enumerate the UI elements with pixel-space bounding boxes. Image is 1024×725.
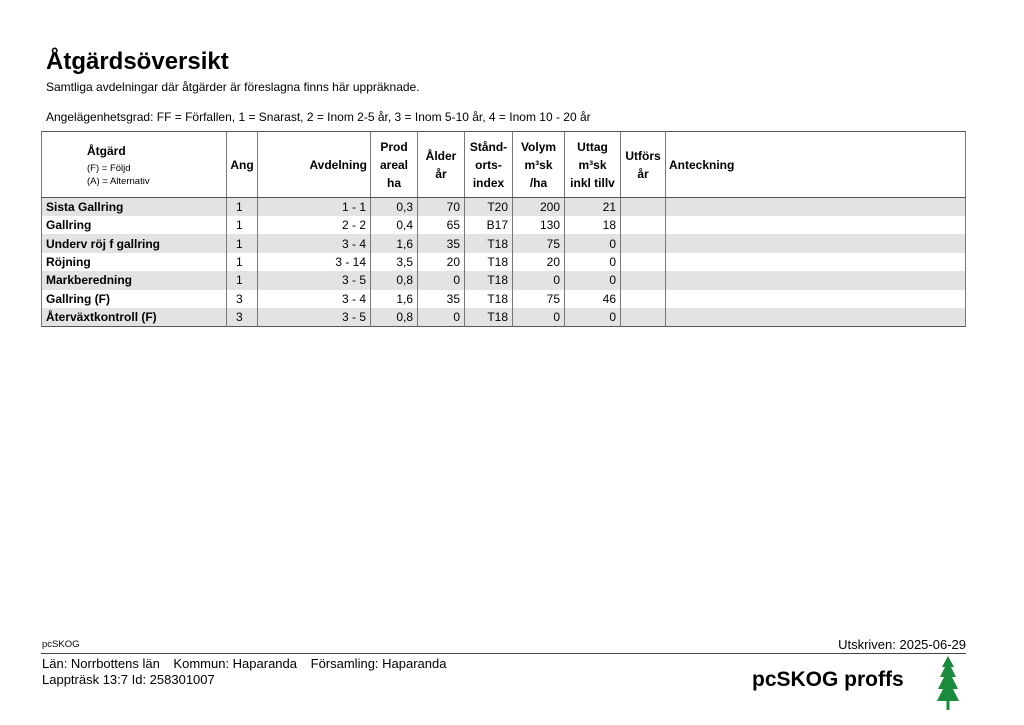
cell-uttag: 21 [565, 198, 621, 217]
cell-alder: 35 [418, 234, 465, 252]
table-row [42, 234, 966, 252]
cell-volym: 75 [513, 234, 565, 252]
header-alder-line1: Ålder [425, 148, 457, 163]
cell-alder: 70 [418, 198, 465, 217]
table-row [42, 308, 966, 327]
header-stand-line2: orts- [475, 157, 502, 172]
header-alder [418, 132, 465, 198]
table-header-row [42, 132, 966, 198]
cell-utfors [621, 198, 666, 217]
footer-printed-date: Utskriven: 2025-06-29 [838, 637, 966, 652]
header-stand-line1: Stånd- [469, 139, 508, 154]
footer-kommun: Kommun: Haparanda [173, 656, 297, 671]
priority-legend: Angelägenhetsgrad: FF = Förfallen, 1 = Snarast, 2 = Inom 2-5 år, 3 = Inom 5-10 år, 4 = Inom 10 - 20 år [46, 110, 591, 124]
header-volym-line1: Volym [520, 139, 557, 154]
header-atgard-note-alternative: (A) = Alternativ [87, 175, 150, 187]
cell-atgard: Gallring (F) [42, 290, 227, 308]
cell-avdelning: 2 - 2 [258, 216, 371, 234]
header-volym-line3: /ha [529, 175, 548, 190]
cell-ang: 1 [227, 253, 258, 271]
cell-alder: 0 [418, 271, 465, 289]
page-title: Åtgärdsöversikt [46, 48, 229, 75]
cell-standortsindex: T18 [465, 271, 513, 289]
header-uttag [565, 132, 621, 198]
cell-areal: 3,5 [371, 253, 418, 271]
cell-standortsindex: T18 [465, 253, 513, 271]
cell-alder: 35 [418, 290, 465, 308]
header-prod-areal [371, 132, 418, 198]
cell-atgard: Markberedning [42, 271, 227, 289]
cell-uttag: 46 [565, 290, 621, 308]
cell-avdelning: 1 - 1 [258, 198, 371, 217]
cell-ang: 1 [227, 216, 258, 234]
cell-anteckning [666, 198, 966, 217]
header-uttag-line1: Uttag [577, 139, 608, 154]
cell-avdelning: 3 - 4 [258, 234, 371, 252]
header-utfors-line2: år [637, 166, 649, 181]
cell-uttag: 0 [565, 271, 621, 289]
cell-volym: 0 [513, 271, 565, 289]
header-ang: Ang [227, 132, 258, 198]
cell-atgard: Underv röj f gallring [42, 234, 227, 252]
cell-standortsindex: T18 [465, 234, 513, 252]
header-anteckning: Anteckning [666, 132, 966, 198]
cell-ang: 3 [227, 308, 258, 327]
header-stand-line3: index [472, 175, 505, 190]
table-row [42, 271, 966, 289]
footer-forsamling: Församling: Haparanda [310, 656, 447, 671]
cell-volym: 0 [513, 308, 565, 327]
actions-table [41, 131, 966, 327]
brand-name: pcSKOG proffs [752, 668, 904, 691]
cell-utfors [621, 234, 666, 252]
header-utfors [621, 132, 666, 198]
cell-anteckning [666, 271, 966, 289]
footer-divider [41, 653, 966, 654]
cell-anteckning [666, 308, 966, 327]
footer-property: Lappträsk 13:7 Id: 258301007 [42, 672, 215, 687]
cell-uttag: 0 [565, 253, 621, 271]
footer-app-name: pcSKOG [42, 639, 80, 650]
header-prod-line3: ha [386, 175, 401, 190]
header-uttag-line2: m³sk [578, 157, 607, 172]
cell-standortsindex: T20 [465, 198, 513, 217]
cell-volym: 130 [513, 216, 565, 234]
cell-areal: 0,3 [371, 198, 418, 217]
cell-areal: 1,6 [371, 234, 418, 252]
cell-areal: 0,8 [371, 271, 418, 289]
header-standortsindex [465, 132, 513, 198]
cell-anteckning [666, 253, 966, 271]
header-utfors-line1: Utförs [625, 148, 661, 163]
cell-uttag: 18 [565, 216, 621, 234]
header-volym-line2: m³sk [524, 157, 553, 172]
cell-ang: 1 [227, 271, 258, 289]
cell-areal: 0,4 [371, 216, 418, 234]
cell-volym: 200 [513, 198, 565, 217]
header-alder-line2: år [435, 166, 447, 181]
cell-avdelning: 3 - 4 [258, 290, 371, 308]
cell-standortsindex: B17 [465, 216, 513, 234]
cell-atgard: Sista Gallring [42, 198, 227, 217]
cell-atgard: Röjning [42, 253, 227, 271]
cell-standortsindex: T18 [465, 308, 513, 327]
cell-utfors [621, 253, 666, 271]
table-row [42, 290, 966, 308]
table-body [42, 198, 966, 327]
cell-utfors [621, 271, 666, 289]
header-prod-line2: areal [379, 157, 409, 172]
cell-areal: 1,6 [371, 290, 418, 308]
cell-volym: 20 [513, 253, 565, 271]
page-subtitle: Samtliga avdelningar där åtgärder är föreslagna finns här uppräknade. [46, 80, 420, 94]
table-row [42, 216, 966, 234]
footer-location [42, 656, 456, 671]
cell-anteckning [666, 216, 966, 234]
cell-anteckning [666, 234, 966, 252]
cell-areal: 0,8 [371, 308, 418, 327]
cell-alder: 65 [418, 216, 465, 234]
cell-alder: 0 [418, 308, 465, 327]
cell-ang: 3 [227, 290, 258, 308]
cell-utfors [621, 216, 666, 234]
cell-utfors [621, 308, 666, 327]
cell-avdelning: 3 - 5 [258, 271, 371, 289]
cell-atgard: Återväxtkontroll (F) [42, 308, 227, 327]
header-atgard [42, 132, 227, 198]
table-row [42, 198, 966, 217]
cell-alder: 20 [418, 253, 465, 271]
cell-ang: 1 [227, 198, 258, 217]
cell-ang: 1 [227, 234, 258, 252]
cell-uttag: 0 [565, 234, 621, 252]
tree-icon [936, 656, 960, 710]
header-atgard-label: Åtgärd [87, 143, 126, 158]
footer-lan: Län: Norrbottens län [42, 656, 160, 671]
header-uttag-line3: inkl tillv [570, 175, 615, 190]
cell-avdelning: 3 - 5 [258, 308, 371, 327]
cell-atgard: Gallring [42, 216, 227, 234]
header-atgard-note-following: (F) = Följd [87, 162, 131, 174]
header-prod-line1: Prod [380, 139, 408, 154]
table-row [42, 253, 966, 271]
cell-volym: 75 [513, 290, 565, 308]
header-volym [513, 132, 565, 198]
cell-anteckning [666, 290, 966, 308]
cell-uttag: 0 [565, 308, 621, 327]
cell-avdelning: 3 - 14 [258, 253, 371, 271]
cell-utfors [621, 290, 666, 308]
cell-standortsindex: T18 [465, 290, 513, 308]
header-avdelning: Avdelning [258, 132, 371, 198]
